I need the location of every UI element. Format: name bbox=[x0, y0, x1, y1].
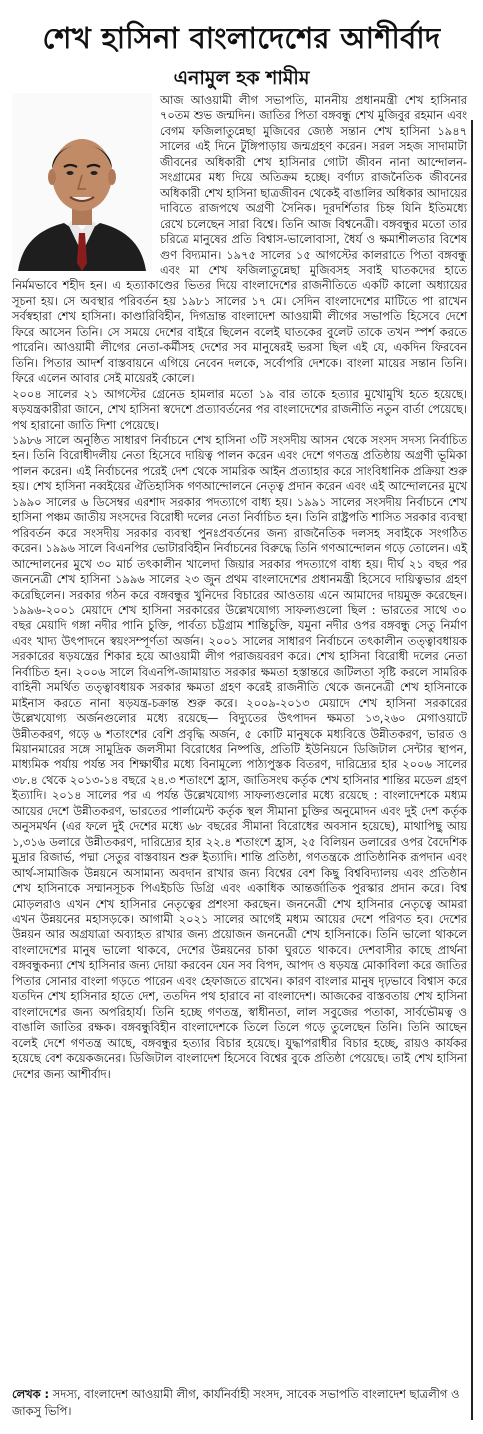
article-body bbox=[12, 93, 467, 1082]
author-portrait-icon bbox=[12, 93, 152, 271]
headline: শেখ হাসিনা বাংলাদেশের আশীর্বাদ bbox=[42, 21, 441, 55]
article-paragraph: আজ আওয়ামী লীগ সভাপতি, মাননীয় প্রধানমন্ত্রী শেখ হাসিনার ৭০তম শুভ জন্মদিন। জাতির পিতা বঙ্গবন্ধু শেখ মুজিবুর রহমান এবং বেগম ফজিলাতুন্নেছা মুজিবের জ্যেষ্ঠ সন্তান শেখ হাসিনা ১৯৪৭ সালের এই দিনে টুঙ্গিপাড়ায় জন্মগ্রহণ করেন। সরল সহজ সাদামাটা জীবনের অধিকারী শেখ হাসিনার গোটা জীবন নানা আন্দোলন-সংগ্রামের মধ্য দিয়ে অতিক্রম হচ্ছে। বর্ণাঢ্য রাজনৈতিক জীবনের অধিকারী শেখ হাসিনা ছাত্রজীবন থেকেই বাঙালির অধিকার আদায়ের দাবিতে রাজপথে অগ্রণী সৈনিক। দূরদর্শিতার চিহ্ন যিনি ইতিমধ্যে রেখে চলেছেন সারা বিশ্বে। তিনি আজ বিশ্বনেত্রী। বঙ্গবন্ধুর মতো তার চরিত্রে মানুষের প্রতি বিশ্বাস-ভালোবাসা, ধৈর্য ও ক্ষমাশীলতার বিশেষ গুণ বিদ্যমান। ১৯৭৫ সালের ১৫ আগস্টের কালরাতে পিতা বঙ্গবন্ধু এবং মা শেখ ফজিলাতুন্নেছা মুজিবসহ সবাই ঘাতকদের হাতে নির্মমভাবে শহীদ হন। এ হত্যাকাণ্ডের ভিতর দিয়ে বাংলাদেশের রাজনীতিতে একটি কালো অধ্যায়ের সূচনা হয়। সে অবস্থার পরিবর্তন হয় ১৯৮১ সালের ১৭ মে। সেদিন বাংলাদেশের মাটিতে পা রাখেন সর্বস্বহারা শেখ হাসিনা। কাণ্ডারিবিহীন, দিগভ্রান্ত বাংলাদেশ আওয়ামী লীগের সভাপতি হিসেবে দেশে ফিরে আসেন তিনি। সে সময়ে দেশের বাইরে ছিলেন বলেই ঘাতকের বুলেট তাকে তখন স্পর্শ করতে পারেনি। আওয়ামী লীগের নেতা-কর্মীসহ দেশের সব মানুষেরই ভরসা ছিল এই যে, একদিন ফিরবেন তিনি। পিতার আদর্শ বাস্তবায়নে এগিয়ে নেবেন দলকে, সর্বোপরি দেশকে। বাংলা মায়ের সন্তান তিনি। ফিরে এলেন আবার সেই মায়েরই কোলে। bbox=[12, 93, 467, 386]
article-paragraph: ২০০৪ সালের ২১ আগস্টের গ্রেনেড হামলার মতো ১৯ বার তাকে হত্যার মুখোমুখি হতে হয়েছে। ষড়যন্ত্রকারীরা জানে, শেখ হাসিনা স্বদেশে প্রত্যাবর্তনের পর বাংলাদেশের রাজনীতি নতুন বার্তা পেয়েছে। পথ হারানো জাতি দিশা পেয়েছে। bbox=[12, 386, 467, 432]
article-paragraph: ১৯৮৬ সালে অনুষ্ঠিত সাধারণ নির্বাচনে শেখ হাসিনা ৩টি সংসদীয় আসন থেকে সংসদ সদস্য নির্বাচিত হন। তিনি বিরোধীদলীয় নেতা হিসেবে দায়িত্ব পালন করেন এবং দেশে গণতন্ত্র প্রতিষ্ঠায় অগ্রণী ভূমিকা পালন করেন। এই নির্বাচনের পরেই দেশ থেকে সামরিক আইন প্রত্যাহার করে সাংবিধানিক প্রক্রিয়া শুরু হয়। শেখ হাসিনা নব্বইয়ের ঐতিহাসিক গণআন্দোলনে নেতৃত্ব প্রদান করেন এবং এই আন্দোলনের মুখে ১৯৯০ সালের ৬ ডিসেম্বর এরশাদ সরকার পদত্যাগে বাধ্য হয়। ১৯৯১ সালের সংসদীয় নির্বাচনে শেখ হাসিনা পঞ্চম জাতীয় সংসদের বিরোধী দলের নেতা নির্বাচিত হন। তিনি রাষ্ট্রপতি শাসিত সরকার ব্যবস্থা পরিবর্তন করে সংসদীয় সরকার ব্যবস্থা পুনঃপ্রবর্তনের জন্য রাজনৈতিক দলসহ সবাইকে সংগঠিত করেন। ১৯৯৬ সালে বিএনপির ভোটারবিহীন নির্বাচনের বিরুদ্ধে তিনি গণআন্দোলন গড়ে তোলেন। এই আন্দোলনের মুখে ৩০ মার্চ তৎকালীন খালেদা জিয়ার সরকার পদত্যাগে বাধ্য হয়। দীর্ঘ ২১ বছর পর জননেত্রী শেখ হাসিনা ১৯৯৬ সালের ২৩ জুন প্রথম বাংলাদেশের প্রধানমন্ত্রী হিসেবে দায়িত্বভার গ্রহণ করেছিলেন। সরকার গঠন করে বঙ্গবন্ধুর খুনিদের বিচারের আওতায় এনে আমাদের দায়মুক্ত করেছেন। ১৯৯৬-২০০১ মেয়াদে শেখ হাসিনা সরকারের উল্লেখযোগ্য সাফল্যগুলো ছিল : ভারতের সাথে ৩০ বছর মেয়াদি গঙ্গা নদীর পানি চুক্তি, পার্বত্য চট্টগ্রাম শান্তিচুক্তি, যমুনা নদীর ওপর বঙ্গবন্ধু সেতু নির্মাণ এবং খাদ্য উৎপাদনে স্বয়ংসম্পূর্ণতা অর্জন। ২০০১ সালের সাধারণ নির্বাচনে তৎকালীন তত্ত্বাবধায়ক সরকারের ষড়যন্ত্রের শিকার হয়ে আওয়ামী লীগ পরাজয়বরণ করে। শেখ হাসিনা বিরোধী দলের নেতা নির্বাচিত হন। ২০০৬ সালে বিএনপি-জামায়াত সরকার ক্ষমতা হস্তান্তরে জটিলতা সৃষ্টি করলে সামরিক বাহিনী সমর্থিত তত্ত্বাবধায়ক সরকার ক্ষমতা গ্রহণ করেই রাজনীতি থেকে জননেত্রী শেখ হাসিনাকে মাইনাস করতে নানা ষড়যন্ত্র-চক্রান্ত শুরু করে। ২০০৯-২০১৩ মেয়াদে শেখ হাসিনা সরকারের উল্লেখযোগ্য অর্জনগুলোর মধ্যে রয়েছে— বিদ্যুতের উৎপাদন ক্ষমতা ১৩,২৬০ মেগাওয়াটে উন্নীতকরণ, গড়ে ৬ শতাংশের বেশি প্রবৃদ্ধি অর্জন, ৫ কোটি মানুষকে মধ্যবিত্তে উন্নীতকরণ, ভারত ও মিয়ানমারের সঙ্গে সামুদ্রিক জলসীমা বিরোধের নিষ্পত্তি, প্রতিটি ইউনিয়নে ডিজিটাল সেন্টার স্থাপন, মাধ্যমিক পর্যায় পর্যন্ত সব শিক্ষার্থীর মধ্যে বিনামূল্যে পাঠ্যপুস্তক বিতরণ, দারিদ্র্যের হার ২০০৬ সালের ৩৮.৪ থেকে ২০১৩-১৪ বছরে ২৪.৩ শতাংশে হ্রাস, জাতিসংঘ কর্তৃক শেখ হাসিনার শান্তির মডেল গ্রহণ ইত্যাদি। ২০১৪ সালের পর এ পর্যন্ত উল্লেখযোগ্য সাফল্যগুলোর মধ্যে রয়েছে : বাংলাদেশকে মধ্যম আয়ের দেশে উন্নীতকরণ, ভারতের পার্লামেন্ট কর্তৃক স্থল সীমানা চুক্তির অনুমোদন এবং দুই দেশ কর্তৃক অনুসমর্থন (এর ফলে দুই দেশের মধ্যে ৬৮ বছরের সীমানা বিরোধের অবসান হয়েছে), মাথাপিছু আয় ১,৩১৬ ডলারে উন্নীতকরণ, দারিদ্র্যের হার ২২.৪ শতাংশে হ্রাস, ২৫ বিলিয়ন ডলারের ওপর বৈদেশিক মুদ্রার রিজার্ভ, পদ্মা সেতুর বাস্তবায়ন শুরু ইত্যাদি। শান্তি প্রতিষ্ঠা, গণতন্ত্রকে প্রাতিষ্ঠানিক রূপদান এবং আর্থ-সামাজিক উন্নয়নে অসামান্য অবদান রাখার জন্য বিশ্বের বেশ কিছু বিশ্ববিদ্যালয় এবং প্রতিষ্ঠান শেখ হাসিনাকে সম্মানসূচক পিএইচডি ডিগ্রি এবং একাধিক আন্তর্জাতিক পুরস্কার প্রদান করে। বিশ্ব মোড়লরাও এখন শেখ হাসিনার নেতৃত্বের প্রশংসা করছেন। জননেত্রী শেখ হাসিনার নেতৃত্বে আমরা এখন উন্নয়নের মহাসড়কে। আগামী ২০২১ সালের আগেই মধ্যম আয়ের দেশে পরিণত হব। দেশের উন্নয়ন আর অগ্রযাত্রা অব্যাহত রাখার জন্য প্রয়োজন জননেত্রী শেখ হাসিনাকে। তিনি ভালো থাকলে বাংলাদেশের মানুষ ভালো থাকবে, দেশের উন্নয়নের চাকা ঘুরতে থাকবে। দেশবাসীর কাছে প্রার্থনা বঙ্গবন্ধুকন্যা শেখ হাসিনার জন্য দোয়া করবেন যেন সব বিপদ, আপদ ও ষড়যন্ত্র মোকাবিলা করে জাতির পিতার সোনার বাংলা গড়তে পারেন এবং হেফাজতে রাখেন। কারণ বাংলার মানুষ দৃঢ়ভাবে বিশ্বাস করে যতদিন শেখ হাসিনার হাতে দেশ, ততদিন পথ হারাবে না বাংলাদেশ। আজকের বাস্তবতায় শেখ হাসিনা বাংলাদেশের জন্য অপরিহার্য। তিনি হচ্ছে গণতন্ত্র, স্বাধীনতা, লাল সবুজের পতাকা, সার্বভৌমত্ব ও বাঙালি জাতির রক্ষক। বঙ্গবন্ধুবিহীন বাংলাদেশকে তিলে তিলে গড়ে তুলেছেন তিনি। তিনি আছেন বলেই দেশে গণতন্ত্র আছে, বঙ্গবন্ধুর হত্যার বিচার হয়েছে। যুদ্ধাপরাধীর বিচার হচ্ছে, রায়ও কার্যকর হয়েছে বেশ কয়েকজনের। ডিজিটাল বাংলাদেশ হিসেবে বিশ্বের বুকে প্রতিষ্ঠা পেয়েছে। তাই শেখ হাসিনা দেশের জন্য আশীর্বাদ। bbox=[12, 432, 467, 1081]
column-divider bbox=[471, 120, 473, 1420]
author-note bbox=[12, 1386, 467, 1420]
author-note-label: লেখক : bbox=[12, 1387, 50, 1401]
author-note-text: সদস্য, বাংলাদেশ আওয়ামী লীগ, কার্যনির্বাহী সংসদ, সাবেক সভাপতি বাংলাদেশ ছাত্রলীগ ও জাকসু ভিপি। bbox=[12, 1387, 460, 1418]
author-byline: এনামুল হক শামীম bbox=[173, 67, 310, 89]
